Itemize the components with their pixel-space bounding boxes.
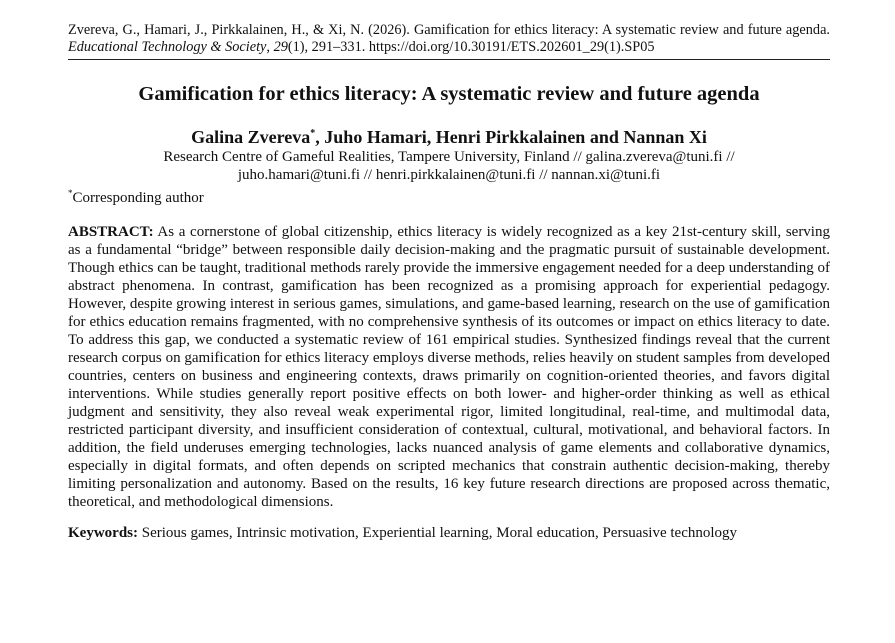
abstract-text: As a cornerstone of global citizenship, ethics literacy is widely recognized as a key 21st-century skill, serving as a fundamental “bridge” between responsible daily decision-making and the pragmatic pursuit of sustainable development. Though ethics can be taught, traditional methods rarely provide the immersive engagement needed for a deep understanding of abstract phenomena. In contrast, gamification has been recognized as a promising approach for experiential pedagogy. However, despite growing interest in serious games, simulations, and game-based learning, research on the use of gamification for ethics education remains fragmented, with no comprehensive synthesis of its outcomes or impact on ethics literacy to date. To address this gap, we conducted a systematic review of 161 empirical studies. Synthesized findings reveal that the current research corpus on gamification for ethics literacy employs diverse methods, relies heavily on student samples from developed countries, centers on business and engineering contexts, draws primarily on cognition-oriented theories, and favors digital interventions. While studies generally report positive effects on both lower- and higher-order thinking as well as ethical judgment and sensitivity, they also reveal weak experimental rigor, limited longitudinal, real-time, and multimodal data, restricted participant diversity, and insufficient consideration of contextual, cultural, motivational, and behavioral factors. In addition, the field underuses emerging technologies, lacks nuanced analysis of game elements and collaborative dynamics, especially in digital formats, and often depends on scripted mechanics that constrain authentic decision-making, thereby limiting personalization and autonomy. Based on the results, 16 key future research directions are proposed across thematic, theoretical, and methodological dimensions. [68,224,830,510]
citation-suffix: (1), 291–331. https://doi.org/10.30191/ETS.202601_29(1).SP05 [287,39,655,55]
citation-volume: 29 [273,39,288,55]
corresponding-note-mark: * [68,188,73,198]
author-rest: , Juho Hamari, Henri Pirkkalainen and Nannan Xi [315,127,707,147]
citation-prefix: Zvereva, G., Hamari, J., Pirkkalainen, H., & Xi, N. (2026). Gamification for ethics literacy: A systematic review and future agenda. [68,22,830,38]
keywords-text: Serious games, Intrinsic motivation, Experiential learning, Moral education, Persuasive technology [141,525,738,541]
paper-title: Gamification for ethics literacy: A systematic review and future agenda [138,83,760,105]
corresponding-mark: * [310,128,316,139]
keywords [68,524,830,542]
affiliation-line-2: juho.hamari@tuni.fi // henri.pirkkalainen@tuni.fi // nannan.xi@tuni.fi [237,167,661,183]
keywords-label: Keywords: [68,525,138,541]
affiliation-line-1: Research Centre of Gameful Realities, Tampere University, Finland // galina.zvereva@tuni.fi // [163,149,735,165]
corresponding-note-text: Corresponding author [72,190,204,206]
author-first: Galina Zvereva [191,127,311,147]
author-list [68,123,830,148]
corresponding-author-note [68,184,830,207]
affiliation [68,148,830,184]
abstract-label: ABSTRACT: [68,224,154,240]
citation-separator: , [266,39,274,55]
citation-header [68,22,830,60]
paper-page [68,22,830,542]
citation-journal: Educational Technology & Society [68,39,267,55]
abstract [68,223,830,511]
